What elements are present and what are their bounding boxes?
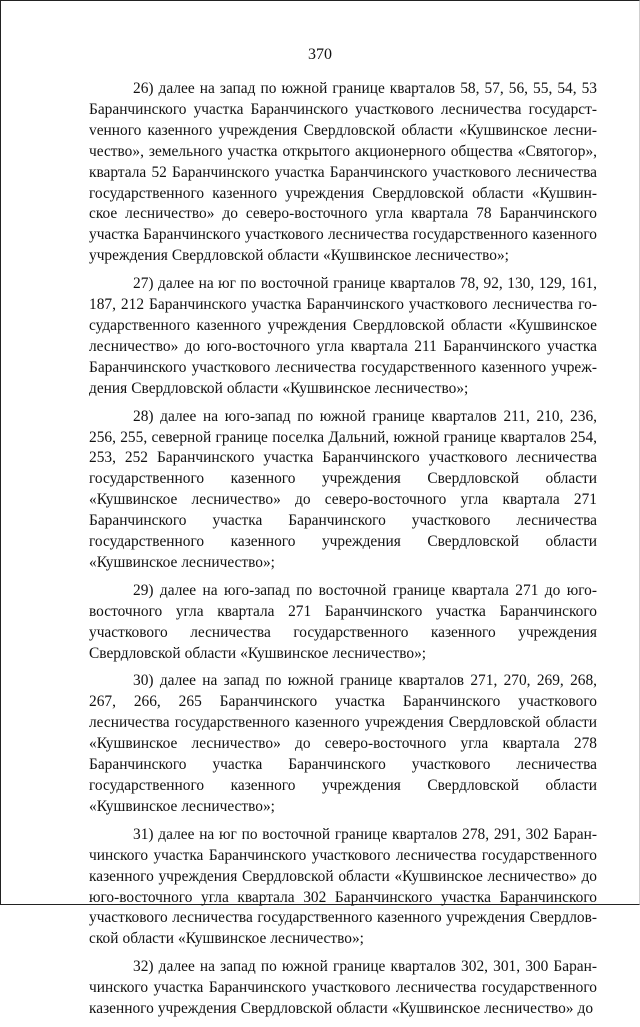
paragraph-32: 32) далее на запад по южной границе кварталов 302, 301, 300 Баранчинского участка Баранчинского участкового лесничества государственного казенного учреждения Свердловской области «Кушвинское лесничество» до bbox=[89, 958, 597, 1018]
paragraph-26: 26) далее на запад по южной границе кварталов 58, 57, 56, 55, 54, 53 Баранчинского участка Баранчинского участкового лесничества государстvенного казенного учреждения Свердловской области «Кушвинское лесничество», земельного участка открытого акционерного общества «Святогор», квартала 52 Баранчинского участка Баранчинского участкового лесничества государственного казенного учреждения Свердловской области «Кушвинское лесничество» до северо-восточного угла квартала 78 Баранчинского участка Баранчинского участкового лесничества государственного казенного учреждения Свердловской области «Кушвинское лесничество»; bbox=[89, 80, 597, 265]
paragraph-30: 30) далее на запад по южной границе кварталов 271, 270, 269, 268, 267, 266, 265 Баранчинского участка Баранчинского участкового лесничества государственного казенного учреждения Свердловской области «Кушвинское лесничество» до северо-восточного угла квартала 278 Баранчинского участка Баранчинского участкового лесничества государственного казенного учреждения Свердловской области «Кушвинское лесничество»; bbox=[89, 672, 597, 815]
paragraph-29: 29) далее на юго-запад по восточной границе квартала 271 до юго-восточного угла квартала 271 Баранчинского участка Баранчинского участкового лесничества государственного казенного учреждения Свердловской области «Кушвинское лесничество»; bbox=[89, 581, 597, 662]
page-number: 370 bbox=[308, 46, 332, 63]
paragraph-31: 31) далее на юг по восточной границе кварталов 278, 291, 302 Баранчинского участка Баранчинского участкового лесничества государственного казенного учреждения Свердловской области «Кушвинское лесничество» до юго-восточного угла квартала 302 Баранчинского участка Баранчинского участкового лесничества государственного казенного учреждения Свердловской области «Кушвинское лесничество»; bbox=[89, 825, 597, 948]
paragraph-27: 27) далее на юг по восточной границе кварталов 78, 92, 130, 129, 161, 187, 212 Баранчинского участка Баранчинского участкового лесничества государственного казенного учреждения Свердловской области «Кушвинское лесничество» до юго-восточного угла квартала 211 Баранчинского участка Баранчинского участкового лесничества государственного казенного учреждения Свердловской области «Кушвинское лесничество»; bbox=[89, 275, 597, 397]
paragraph-28: 28) далее на юго-запад по южной границе кварталов 211, 210, 236, 256, 255, северной границе поселка Дальний, южной границе кварталов 254, 253, 252 Баранчинского участка Баранчинского участкового лесничества государственного казенного учреждения Свердловской области «Кушвинское лесничество» до северо-восточного угла квартала 271 Баранчинского участка Баранчинского участкового лесничества государственного казенного учреждения Свердловской области «Кушвинское лесничество»; bbox=[89, 407, 597, 571]
document-body bbox=[89, 79, 597, 1027]
